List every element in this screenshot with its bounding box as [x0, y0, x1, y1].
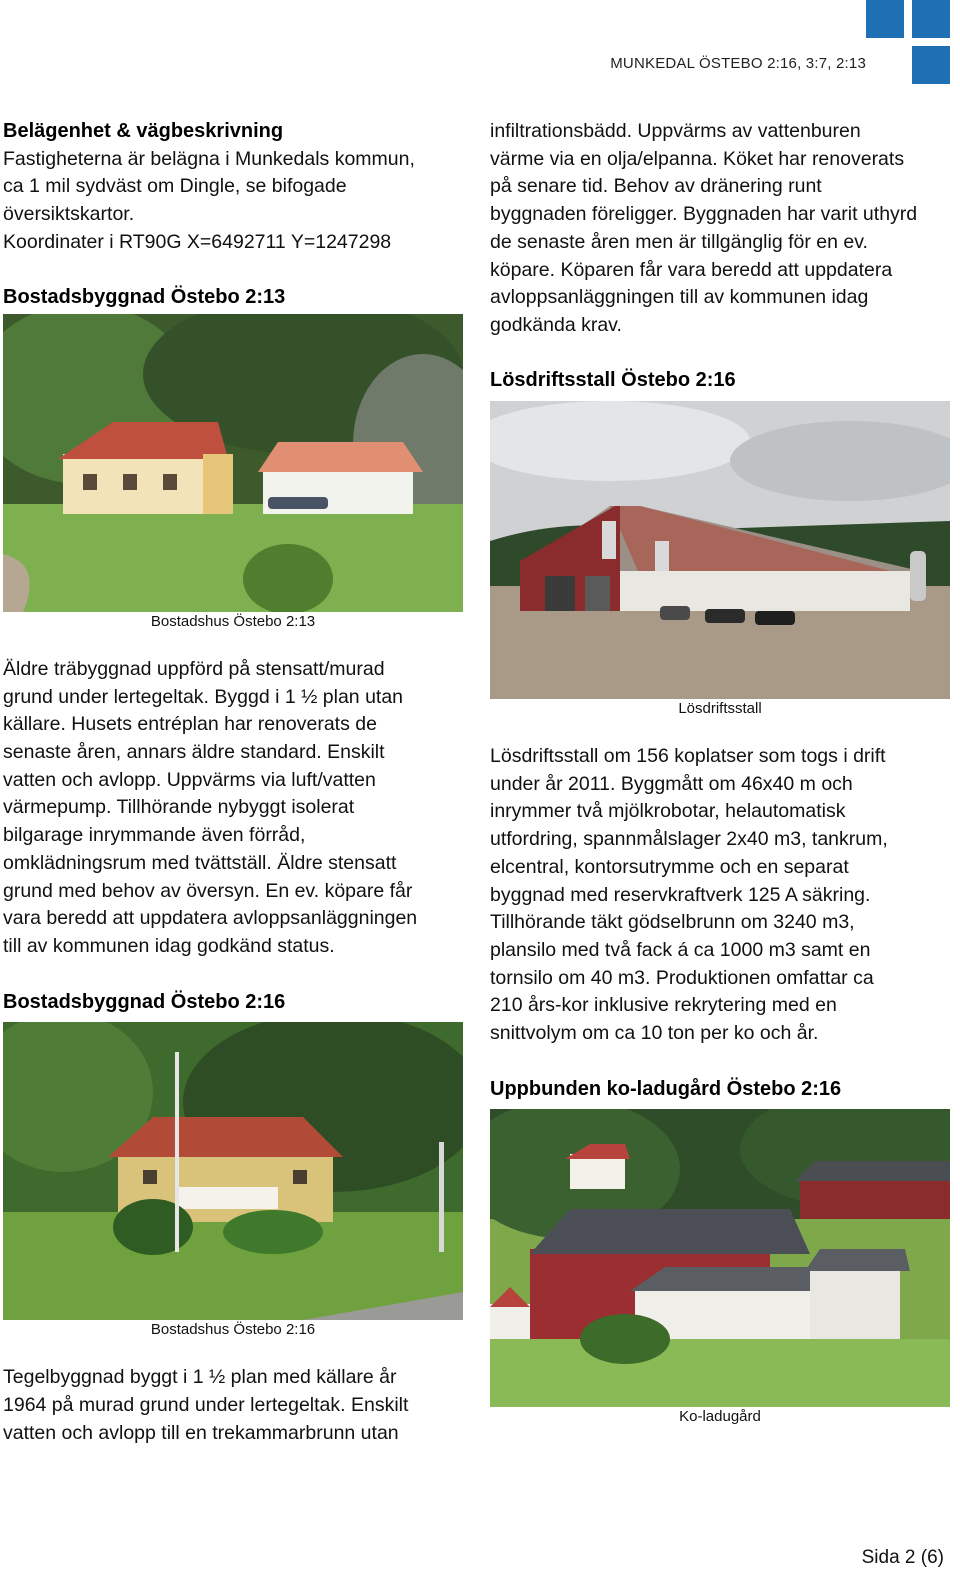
- left-column: [3, 118, 463, 1447]
- logo-square-top-right: [912, 0, 950, 38]
- page-number: Sida 2 (6): [861, 1547, 944, 1568]
- location-heading: Belägenhet & vägbeskrivning: [3, 120, 284, 142]
- photo-tied-cow-barn-caption: Ko-ladugård: [679, 1408, 761, 1426]
- loose-housing-barn-description: Lösdriftsstall om 156 koplatser som togs i drift under år 2011. Byggmått om 46x40 m och inrymmer två mjölkrobotar, helautomatisk utfordring, spannmålslager 2x40 m3, tankrum, elcentral, kontorsutrymme och en separat byggnad med reservkraftverk 125 A säkring. Tillhörande täkt gödselbrunn om 3240 m3, plansilo med två fack á ca 1000 m3 samt en tornsilo om 40 m3. Produktionen omfattar ca 210 års-kor inklusive rekrytering med en snittvolym om ca 10 ton per ko och år.: [490, 745, 888, 1045]
- photo-residence-213: [3, 314, 463, 612]
- right-column: [490, 118, 950, 1427]
- photo-residence-216: [3, 1022, 463, 1320]
- residence-213-heading: Bostadsbyggnad Östebo 2:13: [3, 286, 286, 309]
- photo-residence-216-caption: Bostadshus Östebo 2:16: [150, 1321, 316, 1339]
- location-text: Fastigheterna är belägna i Munkedals kommun, ca 1 mil sydväst om Dingle, se bifogade översiktskartor. Koordinater i RT90G X=6492711 Y=1247298: [3, 147, 415, 253]
- loose-housing-barn-heading: Lösdriftsstall Östebo 2:16: [490, 369, 736, 392]
- logo-square-top-left: [866, 0, 904, 38]
- photo-residence-213-caption: Bostadshus Östebo 2:13: [150, 612, 316, 630]
- residence-216-description-continued: infiltrationsbädd. Uppvärms av vattenburen värme via en olja/elpanna. Köket har renoverats på senare tid. Behov av dränering runt byggnaden föreligger. Byggnaden har varit uthyrd de senaste åren men är tillgänglig för en ev. köpare. Köparen får vara beredd att uppdatera avloppsanläggningen till av kommunen idag godkända krav.: [490, 120, 918, 336]
- residence-216-heading: Bostadsbyggnad Östebo 2:16: [3, 990, 286, 1013]
- photo-tied-cow-barn: [490, 1109, 950, 1407]
- tied-cow-barn-heading: Uppbunden ko-ladugård Östebo 2:16: [490, 1077, 842, 1100]
- residence-216-description: Tegelbyggnad byggt i 1 ½ plan med källare år 1964 på murad grund under lertegeltak. Enskilt vatten och avlopp till en trekammarbrunn utan: [3, 1366, 409, 1444]
- residence-213-description: Äldre träbyggnad uppförd på stensatt/murad grund under lertegeltak. Byggd i 1 ½ plan utan källare. Husets entréplan har renoverats de senaste åren, annars äldre standard. Enskilt vatten och avlopp. Uppvärms via luft/vatten värmepump. Tillhörande nybyggt isolerat bilgarage inrymmande även förråd, omklädningsrum med tvättställ. Äldre stensatt grund med behov av översyn. En ev. köpare får vara beredd att uppdatera avloppsanläggningen till av kommunen idag godkänd status.: [3, 657, 418, 957]
- logo-square-bottom-right: [912, 46, 950, 84]
- photo-loose-housing-barn: [490, 401, 950, 699]
- document-header-title: MUNKEDAL ÖSTEBO 2:16, 3:7, 2:13: [610, 55, 866, 72]
- photo-loose-housing-barn-caption: Lösdriftsstall: [678, 700, 762, 718]
